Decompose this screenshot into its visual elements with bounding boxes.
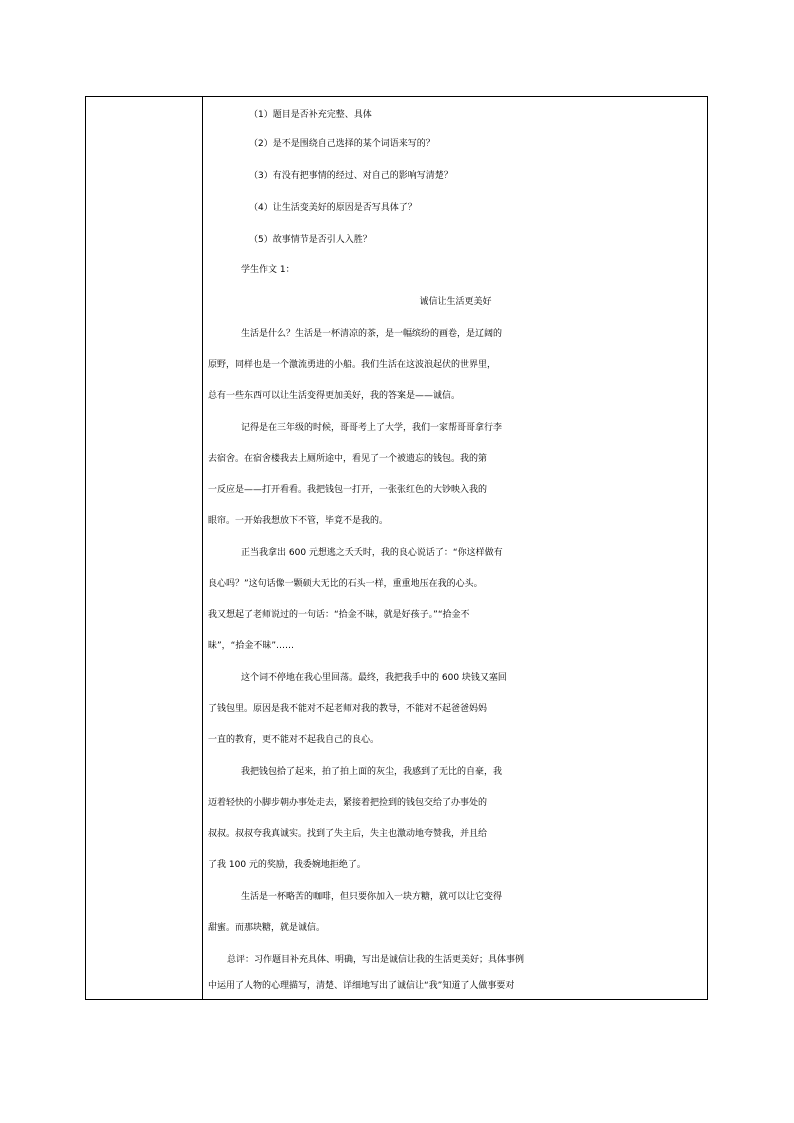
essay-line: 眼帘。一开始我想放下不管，毕竟不是我的。 <box>208 516 389 526</box>
essay-line: 一反应是——打开看看。我把钱包一打开，一张张红色的大钞映入我的 <box>208 485 488 495</box>
essay-line: 一直的教育，更不能对不起我自己的良心。 <box>208 735 380 745</box>
checklist-item-1: （1）题目是否补充完整、具体 <box>249 110 372 120</box>
essay-line: 昧”，“拾金不昧”…… <box>208 641 294 651</box>
essay-title: 诚信让生活更美好 <box>419 297 492 307</box>
essay-line: 生活是一杯略苦的咖啡，但只要你加入一块方糖，就可以让它变得 <box>241 892 503 902</box>
essay-line: 生活是什么？生活是一杯清凉的茶，是一幅缤纷的画卷，是辽阔的 <box>241 329 503 339</box>
essay-line: 总有一些东西可以让生活变得更加美好，我的答案是——诚信。 <box>208 391 461 401</box>
checklist-item-2: （2）是不是围绕自己选择的某个词语来写的？ <box>249 139 435 149</box>
teacher-comment-line: 总评：习作题目补充具体、明确，写出是诚信让我的生活更美好；具体事例 <box>227 955 525 965</box>
right-column-cell <box>203 97 707 999</box>
essay-line: 正当我拿出 600 元想逃之夭夭时，我的良心说话了：“你这样做有 <box>241 548 503 558</box>
essay-line: 叔叔。叔叔夸我真诚实。找到了失主后，失主也激动地夸赞我，并且给 <box>208 829 488 839</box>
essay-line: 去宿舍。在宿舍楼我去上厕所途中，看见了一个被遗忘的钱包。我的第 <box>208 454 488 464</box>
essay-line: 了我 100 元的奖励，我委婉地拒绝了。 <box>208 860 366 870</box>
essay-line: 我又想起了老师说过的一句话：“拾金不昧，就是好孩子。”“拾金不 <box>208 610 470 620</box>
essay-line: 我把钱包拾了起来，拍了拍上面的灰尘，我感到了无比的自豪，我 <box>241 767 503 777</box>
content-table <box>85 96 708 1000</box>
essay-line: 这个词不停地在我心里回荡。最终，我把我手中的 600 块钱又塞回 <box>241 673 507 683</box>
essay-line: 良心吗？”这句话像一颗硕大无比的石头一样，重重地压在我的心头。 <box>208 579 483 589</box>
teacher-comment-line: 中运用了人物的心理描写，清楚、详细地写出了诚信让“我”知道了人做事要对 <box>208 981 515 991</box>
essay-line: 了钱包里。原因是我不能对不起老师对我的教导，不能对不起爸爸妈妈 <box>208 704 488 714</box>
checklist-item-5: （5）故事情节是否引人入胜？ <box>249 235 372 245</box>
essay-label: 学生作文 1： <box>241 265 295 275</box>
checklist-item-3: （3）有没有把事情的经过、对自己的影响写清楚？ <box>249 171 453 181</box>
essay-line: 迈着轻快的小脚步朝办事处走去，紧接着把捡到的钱包交给了办事处的 <box>208 798 488 808</box>
left-column-cell <box>86 97 203 999</box>
essay-line: 原野，同样也是一个激流勇进的小船。我们生活在这波浪起伏的世界里， <box>208 360 497 370</box>
essay-line: 记得是在三年级的时候，哥哥考上了大学，我们一家帮哥哥拿行李 <box>241 423 503 433</box>
checklist-item-4: （4）让生活变美好的原因是否写具体了？ <box>249 203 417 213</box>
essay-line: 甜蜜。而那块糖，就是诚信。 <box>208 923 326 933</box>
